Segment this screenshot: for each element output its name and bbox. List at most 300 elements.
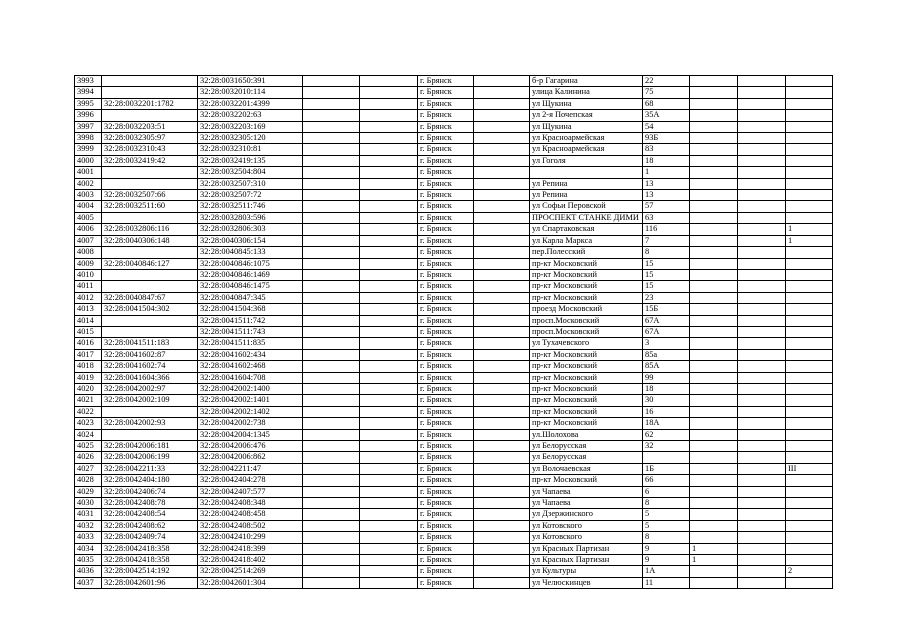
empty-cell — [360, 224, 418, 235]
flag-cell — [786, 247, 833, 258]
row-number-cell: 4006 — [75, 224, 102, 235]
empty-cell — [303, 76, 360, 87]
city-cell: г. Брянск — [418, 144, 474, 155]
house-number-cell: 9 — [643, 543, 690, 554]
flag-cell — [786, 509, 833, 520]
city-cell: г. Брянск — [418, 463, 474, 474]
table-row — [75, 429, 833, 440]
cadastral-number-cell: 32:28:0042408:502 — [198, 520, 303, 531]
row-number-cell: 4014 — [75, 315, 102, 326]
street-cell: ул Волочаевская — [530, 463, 643, 474]
cadastral-number-cell: 32:28:0041511:742 — [198, 315, 303, 326]
street-cell: ул Красноармейская — [530, 133, 643, 144]
old-cadastral-number-cell: 32:28:0042002:109 — [102, 395, 198, 406]
city-cell: г. Брянск — [418, 383, 474, 394]
house-number-cell: 23 — [643, 292, 690, 303]
old-cadastral-number-cell — [102, 281, 198, 292]
flag-cell — [786, 520, 833, 531]
row-number-cell: 3994 — [75, 87, 102, 98]
flag-cell — [786, 281, 833, 292]
flag-cell — [786, 543, 833, 554]
empty-cell — [474, 441, 530, 452]
empty-cell — [474, 429, 530, 440]
street-cell: пр-кт Московский — [530, 258, 643, 269]
street-cell: ул Репина — [530, 178, 643, 189]
empty-cell — [474, 190, 530, 201]
empty-cell — [303, 349, 360, 360]
row-number-cell: 3998 — [75, 133, 102, 144]
empty-cell — [474, 361, 530, 372]
street-cell: пр-кт Московский — [530, 372, 643, 383]
flag-cell — [786, 486, 833, 497]
row-number-cell: 4015 — [75, 326, 102, 337]
house-number-cell: 8 — [643, 247, 690, 258]
flag-cell — [738, 258, 786, 269]
empty-cell — [303, 201, 360, 212]
city-cell: г. Брянск — [418, 304, 474, 315]
flag-cell — [786, 372, 833, 383]
house-number-cell: 54 — [643, 121, 690, 132]
table-row — [75, 372, 833, 383]
city-cell: г. Брянск — [418, 178, 474, 189]
empty-cell — [474, 144, 530, 155]
house-number-cell: 13 — [643, 190, 690, 201]
house-number-cell: 8 — [643, 532, 690, 543]
table-row — [75, 304, 833, 315]
street-cell: ул Красных Партизан — [530, 555, 643, 566]
flag-cell — [738, 247, 786, 258]
flag-cell — [786, 395, 833, 406]
flag-cell — [786, 190, 833, 201]
empty-cell — [360, 178, 418, 189]
flag-cell — [738, 87, 786, 98]
flag-cell — [690, 304, 738, 315]
empty-cell — [303, 155, 360, 166]
flag-cell — [786, 167, 833, 178]
flag-cell — [690, 247, 738, 258]
cadastral-number-cell: 32:28:0032201:4399 — [198, 98, 303, 109]
table-row — [75, 498, 833, 509]
cadastral-number-cell: 32:28:0042006:862 — [198, 452, 303, 463]
cadastral-number-cell: 32:28:0040846:1475 — [198, 281, 303, 292]
street-cell: ул Щукина — [530, 98, 643, 109]
flag-cell — [738, 292, 786, 303]
house-number-cell: 67А — [643, 326, 690, 337]
flag-cell — [690, 212, 738, 223]
house-number-cell: 9 — [643, 555, 690, 566]
table-row — [75, 258, 833, 269]
street-cell: ул Белорусская — [530, 452, 643, 463]
empty-cell — [303, 406, 360, 417]
empty-cell — [360, 429, 418, 440]
old-cadastral-number-cell: 32:28:0032507:66 — [102, 190, 198, 201]
flag-cell — [738, 167, 786, 178]
cadastral-number-cell: 32:28:0041602:434 — [198, 349, 303, 360]
row-number-cell: 4029 — [75, 486, 102, 497]
street-cell: ул Красных Партизан — [530, 543, 643, 554]
table-row — [75, 87, 833, 98]
row-number-cell: 4010 — [75, 269, 102, 280]
empty-cell — [474, 406, 530, 417]
cadastral-number-cell: 32:28:0032507:72 — [198, 190, 303, 201]
flag-cell — [738, 201, 786, 212]
flag-cell — [786, 326, 833, 337]
flag-cell: 1 — [690, 543, 738, 554]
old-cadastral-number-cell: 32:28:0042408:54 — [102, 509, 198, 520]
flag-cell — [690, 110, 738, 121]
house-number-cell: 30 — [643, 395, 690, 406]
flag-cell — [786, 532, 833, 543]
empty-cell — [474, 201, 530, 212]
cadastral-number-cell: 32:28:0042211:47 — [198, 463, 303, 474]
flag-cell: 1 — [786, 224, 833, 235]
table-row — [75, 543, 833, 554]
empty-cell — [360, 190, 418, 201]
house-number-cell: 35А — [643, 110, 690, 121]
house-number-cell: 62 — [643, 429, 690, 440]
flag-cell — [690, 98, 738, 109]
empty-cell — [360, 110, 418, 121]
flag-cell — [690, 190, 738, 201]
old-cadastral-number-cell — [102, 269, 198, 280]
row-number-cell: 4024 — [75, 429, 102, 440]
empty-cell — [303, 452, 360, 463]
row-number-cell: 4019 — [75, 372, 102, 383]
street-cell: ул Щукина — [530, 121, 643, 132]
house-number-cell: 99 — [643, 372, 690, 383]
flag-cell — [738, 178, 786, 189]
row-number-cell: 4007 — [75, 235, 102, 246]
flag-cell — [690, 133, 738, 144]
empty-cell — [474, 212, 530, 223]
house-number-cell: 3 — [643, 338, 690, 349]
empty-cell — [303, 463, 360, 474]
empty-cell — [360, 577, 418, 588]
empty-cell — [303, 144, 360, 155]
empty-cell — [360, 566, 418, 577]
house-number-cell: 68 — [643, 98, 690, 109]
flag-cell — [786, 406, 833, 417]
city-cell: г. Брянск — [418, 361, 474, 372]
row-number-cell: 4008 — [75, 247, 102, 258]
flag-cell — [690, 383, 738, 394]
flag-cell — [738, 326, 786, 337]
cadastral-number-cell: 32:28:0040847:345 — [198, 292, 303, 303]
table-row — [75, 167, 833, 178]
street-cell: проезд Московский — [530, 304, 643, 315]
table-row — [75, 315, 833, 326]
empty-cell — [474, 395, 530, 406]
house-number-cell: 75 — [643, 87, 690, 98]
flag-cell — [738, 532, 786, 543]
empty-cell — [474, 543, 530, 554]
empty-cell — [303, 87, 360, 98]
flag-cell — [786, 212, 833, 223]
flag-cell — [690, 349, 738, 360]
empty-cell — [474, 258, 530, 269]
empty-cell — [360, 520, 418, 531]
table-row — [75, 212, 833, 223]
row-number-cell: 4020 — [75, 383, 102, 394]
flag-cell — [738, 133, 786, 144]
empty-cell — [303, 486, 360, 497]
row-number-cell: 4035 — [75, 555, 102, 566]
house-number-cell: 85А — [643, 361, 690, 372]
flag-cell — [738, 76, 786, 87]
row-number-cell: 3999 — [75, 144, 102, 155]
cadastral-number-cell: 32:28:0042514:269 — [198, 566, 303, 577]
empty-cell — [474, 555, 530, 566]
empty-cell — [360, 498, 418, 509]
cadastral-number-cell: 32:28:0042407:577 — [198, 486, 303, 497]
row-number-cell: 4034 — [75, 543, 102, 554]
empty-cell — [474, 121, 530, 132]
empty-cell — [474, 372, 530, 383]
empty-cell — [360, 361, 418, 372]
old-cadastral-number-cell — [102, 212, 198, 223]
empty-cell — [303, 110, 360, 121]
old-cadastral-number-cell: 32:28:0032511:60 — [102, 201, 198, 212]
street-cell: ул Красноармейская — [530, 144, 643, 155]
flag-cell: 1 — [786, 235, 833, 246]
flag-cell — [738, 475, 786, 486]
empty-cell — [303, 121, 360, 132]
flag-cell — [690, 441, 738, 452]
empty-cell — [474, 498, 530, 509]
row-number-cell: 4031 — [75, 509, 102, 520]
empty-cell — [474, 520, 530, 531]
old-cadastral-number-cell: 32:28:0041602:87 — [102, 349, 198, 360]
street-cell: пер.Полесский — [530, 247, 643, 258]
street-cell — [530, 167, 643, 178]
old-cadastral-number-cell: 32:28:0041602:74 — [102, 361, 198, 372]
empty-cell — [474, 338, 530, 349]
row-number-cell: 4037 — [75, 577, 102, 588]
old-cadastral-number-cell: 32:28:0042006:181 — [102, 441, 198, 452]
house-number-cell: 11 — [643, 577, 690, 588]
street-cell: ул 2-я Почепская — [530, 110, 643, 121]
empty-cell — [303, 555, 360, 566]
flag-cell — [690, 315, 738, 326]
registry-table — [74, 75, 833, 589]
row-number-cell: 4022 — [75, 406, 102, 417]
city-cell: г. Брянск — [418, 486, 474, 497]
empty-cell — [360, 383, 418, 394]
empty-cell — [303, 212, 360, 223]
flag-cell — [786, 452, 833, 463]
empty-cell — [360, 133, 418, 144]
empty-cell — [360, 247, 418, 258]
house-number-cell: 8 — [643, 498, 690, 509]
street-cell: ул Софьи Перовской — [530, 201, 643, 212]
empty-cell — [360, 212, 418, 223]
house-number-cell: 67А — [643, 315, 690, 326]
old-cadastral-number-cell: 32:28:0042211:33 — [102, 463, 198, 474]
empty-cell — [474, 418, 530, 429]
cadastral-number-cell: 32:28:0041604:708 — [198, 372, 303, 383]
row-number-cell: 4005 — [75, 212, 102, 223]
empty-cell — [360, 235, 418, 246]
old-cadastral-number-cell: 32:28:0042406:74 — [102, 486, 198, 497]
old-cadastral-number-cell — [102, 315, 198, 326]
row-number-cell: 4016 — [75, 338, 102, 349]
flag-cell — [690, 361, 738, 372]
city-cell: г. Брянск — [418, 372, 474, 383]
flag-cell — [738, 281, 786, 292]
city-cell: г. Брянск — [418, 167, 474, 178]
cadastral-number-cell: 32:28:0032202:63 — [198, 110, 303, 121]
empty-cell — [360, 475, 418, 486]
flag-cell — [786, 315, 833, 326]
house-number-cell: 116 — [643, 224, 690, 235]
table-row — [75, 452, 833, 463]
empty-cell — [360, 532, 418, 543]
empty-cell — [303, 383, 360, 394]
empty-cell — [360, 76, 418, 87]
old-cadastral-number-cell — [102, 247, 198, 258]
empty-cell — [303, 292, 360, 303]
empty-cell — [474, 247, 530, 258]
flag-cell — [738, 395, 786, 406]
empty-cell — [360, 372, 418, 383]
empty-cell — [360, 452, 418, 463]
city-cell: г. Брянск — [418, 441, 474, 452]
house-number-cell: 7 — [643, 235, 690, 246]
house-number-cell: 18А — [643, 418, 690, 429]
cadastral-number-cell: 32:28:0042418:399 — [198, 543, 303, 554]
old-cadastral-number-cell: 32:28:0032419:42 — [102, 155, 198, 166]
row-number-cell: 3995 — [75, 98, 102, 109]
street-cell: пр-кт Московский — [530, 361, 643, 372]
table-row — [75, 292, 833, 303]
street-cell: ул Белорусская — [530, 441, 643, 452]
table-row — [75, 532, 833, 543]
empty-cell — [303, 235, 360, 246]
empty-cell — [303, 133, 360, 144]
flag-cell — [690, 509, 738, 520]
flag-cell — [738, 520, 786, 531]
flag-cell — [690, 475, 738, 486]
empty-cell — [474, 98, 530, 109]
empty-cell — [303, 247, 360, 258]
house-number-cell: 18 — [643, 155, 690, 166]
house-number-cell: 18 — [643, 383, 690, 394]
street-cell: пр-кт Московский — [530, 475, 643, 486]
city-cell: г. Брянск — [418, 338, 474, 349]
street-cell: ул.Шолохова — [530, 429, 643, 440]
flag-cell — [690, 577, 738, 588]
flag-cell — [690, 395, 738, 406]
row-number-cell: 4011 — [75, 281, 102, 292]
flag-cell — [786, 121, 833, 132]
flag-cell — [690, 406, 738, 417]
old-cadastral-number-cell: 32:28:0032806:116 — [102, 224, 198, 235]
table-row — [75, 383, 833, 394]
city-cell: г. Брянск — [418, 155, 474, 166]
street-cell: ул Чапаева — [530, 498, 643, 509]
street-cell: пр-кт Московский — [530, 349, 643, 360]
table-row — [75, 110, 833, 121]
city-cell: г. Брянск — [418, 498, 474, 509]
table-row — [75, 566, 833, 577]
flag-cell — [738, 577, 786, 588]
street-cell: пр-кт Московский — [530, 281, 643, 292]
flag-cell — [786, 258, 833, 269]
table-row — [75, 486, 833, 497]
row-number-cell: 4036 — [75, 566, 102, 577]
empty-cell — [360, 121, 418, 132]
empty-cell — [360, 87, 418, 98]
table-row — [75, 98, 833, 109]
flag-cell — [786, 304, 833, 315]
table-row — [75, 349, 833, 360]
empty-cell — [360, 98, 418, 109]
flag-cell — [690, 498, 738, 509]
flag-cell — [786, 133, 833, 144]
old-cadastral-number-cell: 32:28:0041511:183 — [102, 338, 198, 349]
row-number-cell: 4013 — [75, 304, 102, 315]
flag-cell — [690, 372, 738, 383]
old-cadastral-number-cell: 32:28:0042006:199 — [102, 452, 198, 463]
flag-cell — [738, 429, 786, 440]
empty-cell — [360, 543, 418, 554]
cadastral-number-cell: 32:28:0042408:348 — [198, 498, 303, 509]
row-number-cell: 4032 — [75, 520, 102, 531]
flag-cell — [738, 349, 786, 360]
house-number-cell: 5 — [643, 520, 690, 531]
empty-cell — [360, 338, 418, 349]
flag-cell — [690, 566, 738, 577]
empty-cell — [474, 281, 530, 292]
flag-cell — [690, 532, 738, 543]
empty-cell — [303, 167, 360, 178]
city-cell: г. Брянск — [418, 281, 474, 292]
flag-cell: 1 — [690, 555, 738, 566]
flag-cell — [786, 498, 833, 509]
cadastral-number-cell: 32:28:0032511:746 — [198, 201, 303, 212]
house-number-cell: 83 — [643, 144, 690, 155]
house-number-cell: 1А — [643, 566, 690, 577]
flag-cell — [690, 269, 738, 280]
empty-cell — [303, 498, 360, 509]
old-cadastral-number-cell — [102, 429, 198, 440]
cadastral-number-cell: 32:28:0041602:468 — [198, 361, 303, 372]
city-cell: г. Брянск — [418, 212, 474, 223]
empty-cell — [303, 190, 360, 201]
cadastral-number-cell: 32:28:0042408:458 — [198, 509, 303, 520]
empty-cell — [303, 98, 360, 109]
house-number-cell: 6 — [643, 486, 690, 497]
flag-cell — [738, 406, 786, 417]
city-cell: г. Брянск — [418, 406, 474, 417]
street-cell: пр-кт Московский — [530, 418, 643, 429]
old-cadastral-number-cell: 32:28:0042418:358 — [102, 543, 198, 554]
flag-cell — [738, 155, 786, 166]
house-number-cell: 5 — [643, 509, 690, 520]
flag-cell — [690, 486, 738, 497]
cadastral-number-cell: 32:28:0032806:303 — [198, 224, 303, 235]
empty-cell — [360, 167, 418, 178]
empty-cell — [474, 110, 530, 121]
empty-cell — [360, 281, 418, 292]
row-number-cell: 4003 — [75, 190, 102, 201]
empty-cell — [303, 532, 360, 543]
row-number-cell: 4023 — [75, 418, 102, 429]
empty-cell — [360, 555, 418, 566]
registry-table-body — [75, 76, 833, 589]
empty-cell — [474, 292, 530, 303]
empty-cell — [360, 486, 418, 497]
